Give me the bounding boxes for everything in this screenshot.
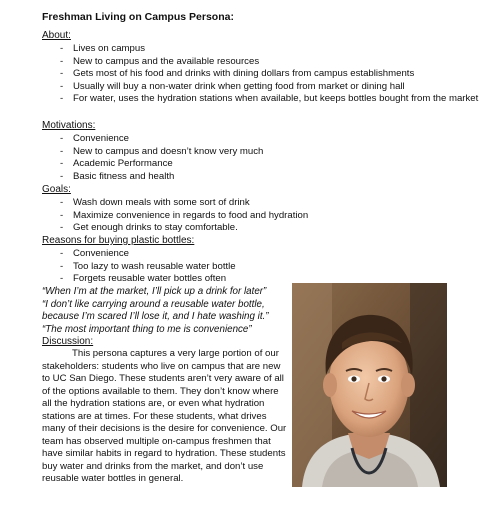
list-item: - New to campus and the available resources [42, 56, 483, 69]
about-heading: About: [42, 30, 71, 41]
list-item: - Get enough drinks to stay comfortable. [42, 222, 308, 235]
discussion-heading: Discussion: [42, 336, 94, 347]
list-item: - Wash down meals with some sort of drink [42, 197, 308, 210]
list-item: - For water, uses the hydration stations when available, but keeps bottles bought from the market [42, 93, 483, 106]
reasons-list [42, 248, 236, 286]
goals-heading: Goals: [42, 184, 71, 195]
reasons-heading: Reasons for buying plastic bottles: [42, 235, 195, 246]
list-item: - Convenience [42, 133, 263, 146]
list-item: - Gets most of his food and drinks with dining dollars from campus establishments [42, 68, 483, 81]
list-item: - Forgets reusable water bottles often [42, 273, 236, 286]
about-list [42, 43, 483, 106]
list-item: - Lives on campus [42, 43, 483, 56]
quote-line: because I’m scared I’ll lose it, and I hate washing it.” [42, 311, 269, 323]
persona-photo [292, 283, 447, 487]
list-item: - Maximize convenience in regards to food and hydration [42, 210, 308, 223]
motivations-heading: Motivations: [42, 120, 96, 131]
discussion-paragraph: This persona captures a very large portion of our stakeholders: students who live on campus that are new to UC San Diego. These students aren’t very aware of all of the options available to them. They don’t know where all the hydration stations are, or even what hydration stations are at times. For these students, what drives many of their decisions is the desire for convenience. Our team has observed multiple on-campus freshmen that have similar habits in regard to hydration. These students buy water and drinks from the market, and don’t use reusable water bottles in general. [42, 348, 287, 484]
quote-line: “I don’t like carrying around a reusable water bottle, [42, 298, 265, 310]
quote-line: “The most important thing to me is convenience” [42, 323, 252, 335]
list-item: - New to campus and doesn’t know very much [42, 146, 263, 159]
motivations-list [42, 133, 263, 183]
list-item: - Usually will buy a non-water drink when getting food from market or dining hall [42, 81, 483, 94]
document-title: Freshman Living on Campus Persona: [42, 11, 234, 23]
persona-quotes [42, 286, 292, 336]
list-item: - Basic fitness and health [42, 171, 263, 184]
quote-line: “When I’m at the market, I’ll pick up a drink for later” [42, 286, 267, 297]
list-item: - Too lazy to wash reusable water bottle [42, 261, 236, 274]
list-item: - Convenience [42, 248, 236, 261]
list-item: - Academic Performance [42, 158, 263, 171]
goals-list [42, 197, 308, 235]
